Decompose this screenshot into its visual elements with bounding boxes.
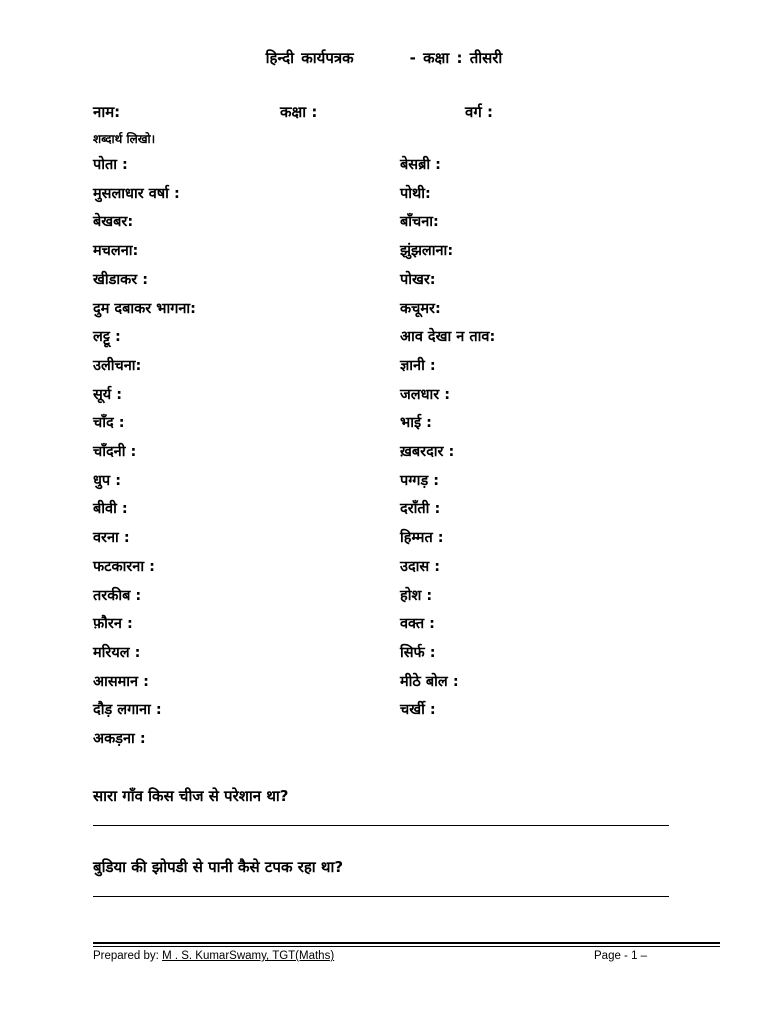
vocab-word: अकड़ना :: [93, 731, 146, 747]
vocab-word: मचलना:: [93, 243, 139, 260]
vocab-word: दौड़ लगाना :: [93, 702, 162, 719]
author-name: M . S. KumarSwamy, TGT(Maths): [162, 950, 335, 962]
instruction: शब्दार्थ लिखो।: [93, 132, 156, 146]
vocab-word: फटकारना :: [93, 558, 155, 575]
vocab-word: पोखर:: [400, 271, 436, 288]
vocab-word: चाँदनी :: [93, 444, 137, 460]
vocab-word: चर्खी :: [400, 702, 436, 719]
page-number: Page - 1 –: [594, 950, 648, 962]
vocab-word: मुसलाधार वर्षा :: [93, 185, 180, 202]
vocab-word: मीठे बोल :: [400, 673, 459, 690]
vocab-word: बाँचना:: [400, 214, 439, 231]
footer-rule-thin: [93, 946, 720, 947]
question-1: सारा गाँव किस चीज से परेशान था?: [93, 787, 289, 805]
class-field-label: कक्षा :: [280, 103, 318, 121]
question-2: बुडिया की झोपडी से पानी कैसे टपक रहा था?: [93, 858, 344, 876]
vocab-word: बीवी :: [93, 501, 128, 518]
footer-credit: [93, 950, 334, 962]
vocab-word: पोता :: [93, 157, 128, 173]
title-main: हिन्दी कार्यपत्रक: [265, 49, 354, 67]
vocab-word: धुप :: [93, 472, 122, 489]
vocab-word: आसमान :: [93, 673, 149, 690]
vocab-word: दुम दबाकर भागना:: [93, 300, 196, 317]
vocab-word: सिर्फ :: [400, 644, 436, 661]
vocab-word: झुंझलाना:: [400, 243, 454, 260]
vocab-word: पोथी:: [400, 185, 431, 202]
name-field-label: नाम:: [93, 103, 121, 121]
vocab-word: पग्गड़ :: [400, 472, 440, 489]
vocab-word: ख़बरदार :: [400, 444, 455, 460]
prepared-by-label: Prepared by:: [93, 950, 159, 962]
vocab-word: कचूमर:: [400, 300, 441, 317]
vocab-word: बेखबर:: [93, 214, 134, 231]
vocab-word: चाँद :: [93, 415, 125, 432]
vocab-word: हिम्मत :: [400, 530, 444, 547]
vocab-word: फ़ौरन :: [93, 616, 133, 633]
footer-rule-thick: [93, 942, 720, 944]
vocab-word: लट्टू :: [93, 329, 121, 346]
vocab-word: भाई :: [400, 415, 432, 432]
vocab-word: बेसब्री :: [400, 157, 441, 173]
vocab-word: होश :: [400, 587, 433, 604]
answer-line-1[interactable]: [93, 825, 669, 826]
title-class: - कक्षा : तीसरी: [409, 49, 503, 67]
vocab-word: जलधार :: [400, 386, 451, 403]
vocab-word: सूर्य :: [93, 386, 123, 403]
worksheet-title: [0, 48, 768, 68]
vocab-word: वक्त :: [400, 616, 435, 633]
vocab-word: आव देखा न ताव:: [400, 329, 496, 346]
vocab-word: मरियल :: [93, 644, 141, 661]
vocab-word: खीडाकर :: [93, 271, 149, 288]
section-field-label: वर्ग :: [465, 103, 494, 121]
vocab-word: उदास :: [400, 558, 441, 575]
vocab-word: वरना :: [93, 530, 130, 547]
vocab-word: ज्ञानी :: [400, 357, 436, 374]
answer-line-2[interactable]: [93, 896, 669, 897]
vocab-word: उलीचना:: [93, 357, 142, 374]
vocab-word: दराँती :: [400, 501, 441, 518]
vocab-word: तरकीब :: [93, 587, 142, 604]
